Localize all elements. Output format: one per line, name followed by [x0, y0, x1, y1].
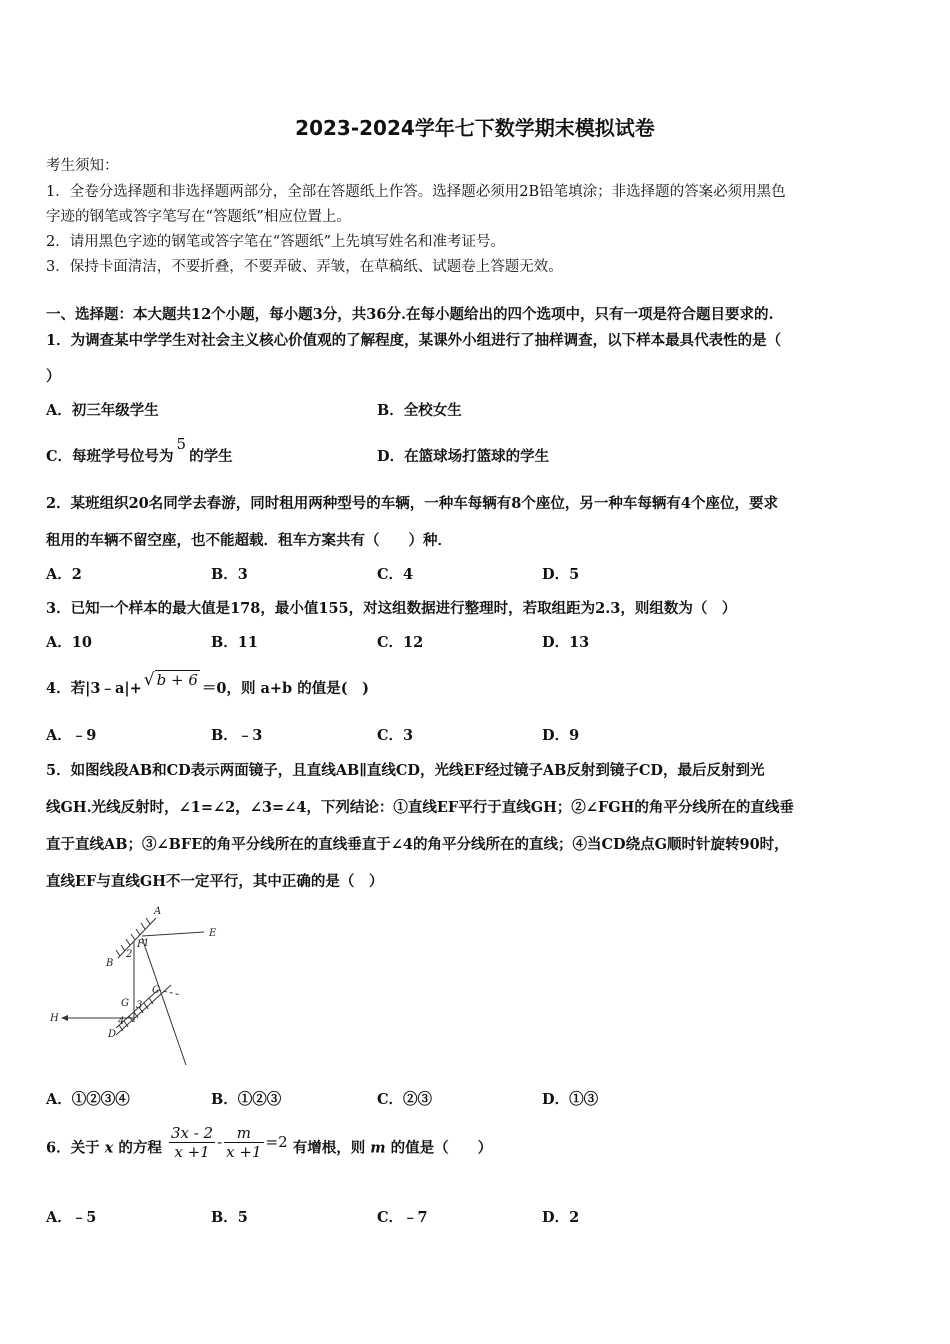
q4-option-d: D．9	[542, 727, 580, 744]
label-d: D	[108, 1029, 117, 1040]
mirror-ab-line	[118, 918, 156, 958]
q4-radicand: b + 6	[156, 671, 198, 689]
label-e: E	[209, 928, 217, 939]
q4-option-c: C．3	[377, 727, 414, 744]
label-g: G	[121, 998, 129, 1009]
line-through-g	[116, 985, 171, 1035]
radical-sign: √	[143, 670, 155, 690]
section-heading: 一、选择题：本大题共12个小题，每小题3分，共36分.在每小题给出的四个选项中，只有一项是符合题目要求的.	[46, 306, 774, 323]
q6-post-1: 有增根，则	[292, 1139, 366, 1157]
q6-option-d: D．2	[542, 1209, 580, 1226]
ray-ef	[142, 932, 204, 936]
label-b: B	[106, 958, 114, 969]
question-6-line-1	[46, 1124, 493, 1167]
question-4-line-1	[46, 670, 369, 698]
notice-line-4: 3．保持卡面清洁，不要折叠，不要弄破、弄皱，在草稿纸、试题卷上答题无效。	[46, 259, 563, 275]
q2-option-c: C．4	[377, 566, 414, 583]
notice-line-2: 字迹的钢笔或答字笔写在“答题纸”相应位置上。	[46, 209, 351, 225]
q1-option-c-pre: C．每班学号位号为	[46, 448, 174, 465]
mirror-ab-hatch	[116, 918, 150, 956]
q6-fraction-2	[224, 1124, 263, 1161]
label-3: 3	[136, 1000, 143, 1011]
q6-fraction-1	[169, 1124, 215, 1161]
question-2-line-2: 租用的车辆不留空座，也不能超载．租车方案共有（ ）种．	[46, 532, 452, 549]
notice-line-1: 1．全卷分选择题和非选择题两部分，全部在答题纸上作答。选择题必须用2B铅笔填涂；非选择题的答案必须用黑色	[46, 184, 786, 200]
q5-option-d: D．①③	[542, 1091, 599, 1108]
exam-title: 2023-2024学年七下数学期末模拟试卷	[295, 116, 655, 140]
q5-option-c: C．②③	[377, 1091, 433, 1108]
q6-option-c: C．﹣7	[377, 1209, 428, 1226]
question-1-line-2: ）	[46, 368, 61, 385]
label-4: 4	[118, 1016, 125, 1027]
q3-option-a: A．10	[46, 634, 92, 651]
q6-mid: 的方程	[118, 1139, 162, 1157]
q6-option-b: B．5	[211, 1209, 248, 1226]
question-1-line-1: 1．为调查某中学学生对社会主义核心价值观的了解程度，某课外小组进行了抽样调查，以下样本最具代表性的是（	[46, 332, 782, 349]
q4-post: ＝0，则 a+b 的值是( )	[201, 680, 369, 697]
q6-fraction-1-denominator: x +1	[174, 1143, 210, 1161]
q3-option-c: C．12	[377, 634, 424, 651]
q6-pre: 6．关于	[46, 1139, 100, 1157]
q6-equals: =2	[265, 1132, 288, 1151]
q3-option-b: B．11	[211, 634, 258, 651]
q5-option-a: A．①②③④	[46, 1091, 130, 1108]
label-a: A	[154, 906, 162, 917]
question-5-line-2: 线GH.光线反射时，∠1=∠2，∠3=∠4，下列结论：①直线EF平行于直线GH；②∠FGH的角平分线所在的直线垂	[46, 799, 794, 816]
arrow-head-h	[61, 1015, 68, 1021]
label-h: H	[50, 1013, 59, 1024]
question-3-line-1: 3．已知一个样本的最大值是178，最小值155，对这组数据进行整理时，若取组距为2.3，则组数为（ ）	[46, 600, 737, 617]
q1-option-b: B．全校女生	[377, 402, 462, 419]
q6-option-a: A．﹣5	[46, 1209, 97, 1226]
question-5-line-4: 直线EF与直线GH不一定平行，其中正确的是（ ）	[46, 873, 384, 890]
q5-option-b: B．①②③	[211, 1091, 282, 1108]
q1-option-c	[46, 435, 233, 466]
notice-line-3: 2．请用黑色字迹的钢笔或答字笔在“答题纸”上先填写姓名和准考证号。	[46, 234, 506, 250]
question-5-line-1: 5．如图线段AB和CD表示两面镜子，且直线AB∥直线CD，光线EF经过镜子AB反射到镜子CD，最后反射到光	[46, 762, 765, 779]
q1-option-c-number: 5	[176, 435, 187, 453]
q6-var-x: x	[104, 1139, 114, 1157]
q2-option-b: B．3	[211, 566, 248, 583]
question-5-line-3: 直于直线AB；③∠BFE的角平分线所在的直线垂直于∠4的角平分线所在的直线；④当CD绕点G顺时针旋转90时，	[46, 836, 789, 853]
q1-option-d: D．在篮球场打篮球的学生	[377, 448, 550, 465]
label-c: C	[152, 985, 160, 996]
q6-fraction-1-numerator: 3x - 2	[170, 1124, 214, 1142]
notice-heading: 考生须知：	[46, 158, 119, 174]
q6-fraction-2-denominator: x +1	[226, 1143, 262, 1161]
q4-pre: 4．若|3﹣a|+	[46, 680, 142, 697]
q1-option-a: A．初三年级学生	[46, 402, 159, 419]
label-1: 1	[143, 938, 150, 949]
line-from-f	[142, 938, 186, 1065]
q1-option-c-post: 的学生	[189, 448, 233, 465]
q4-sqrt	[144, 670, 200, 690]
q2-option-d: D．5	[542, 566, 580, 583]
q4-option-b: B．﹣3	[211, 727, 263, 744]
q3-option-d: D．13	[542, 634, 590, 651]
mirror-reflection-figure	[46, 900, 236, 1070]
label-f: F	[137, 939, 144, 950]
q2-option-a: A．2	[46, 566, 82, 583]
q6-post-2: 的值是（ ）	[390, 1139, 493, 1157]
q4-option-a: A．﹣9	[46, 727, 97, 744]
label-2: 2	[126, 949, 133, 960]
question-2-line-1: 2．某班组织20名同学去春游，同时租用两种型号的车辆，一种车每辆有8个座位，另一种车每辆有4个座位，要求	[46, 495, 778, 512]
q6-var-m: m	[370, 1139, 386, 1157]
q6-fraction-2-numerator: m	[224, 1124, 263, 1143]
q6-minus: -	[217, 1132, 223, 1151]
